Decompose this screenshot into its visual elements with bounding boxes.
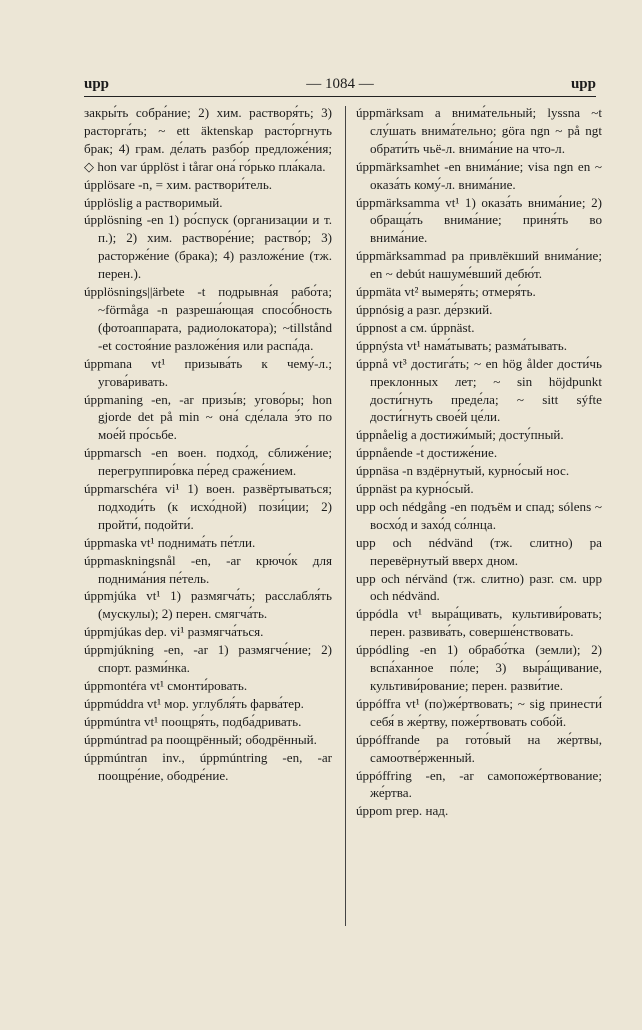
dictionary-entry: úppmarschéra vi¹ 1) воен. развёртываться; подходи́ть (к исхо́дной) пози́ции; 2) пройти́, подойти́. bbox=[84, 481, 332, 532]
dictionary-entry: úppóffring -en, -ar самопоже́ртвование; же́ртва. bbox=[356, 767, 602, 801]
page-header bbox=[84, 76, 596, 97]
header-guide-word-right: upp bbox=[570, 76, 596, 92]
left-column bbox=[84, 104, 332, 784]
dictionary-entry: úppmúntrad pa поощрённый; ободрённый. bbox=[84, 731, 317, 747]
dictionary-entry: úppmjúkas dep. vi¹ размягча́ться. bbox=[84, 624, 264, 640]
dictionary-entry: úppnost a см. úppnäst. bbox=[356, 319, 475, 335]
dictionary-entry: úppmontéra vt¹ смонти́ровать. bbox=[84, 678, 248, 693]
dictionary-entry: úpplösning -en 1) ро́спуск (организации и т. п.); 2) хим. растворе́ние; раство́р; 3) расторже́ние (брака); 4) разложе́ние (тж. перен.). bbox=[84, 212, 332, 282]
dictionary-entry: úppnýsta vt¹ нама́тывать; разма́тывать. bbox=[356, 337, 568, 353]
dictionary-entry: úppmúntra vt¹ поощря́ть, подба́дривать. bbox=[84, 713, 302, 729]
dictionary-entry: úppmärksamma vt¹ 1) оказа́ть внима́ние; 2) обраща́ть внима́ние; приня́ть во внима́ние. bbox=[356, 194, 602, 246]
dictionary-entry: upp och nérvänd (тж. слитно) разг. см. upp och nédvänd. bbox=[356, 570, 602, 604]
dictionary-entry: úppmaskningsnål -en, -ar крючо́к для поднима́ния пе́тель. bbox=[84, 552, 332, 586]
dictionary-entry: úppmärksam a внима́тельный; lyssna ~t слу́шать внима́тельно; göra ngn ~ på ngt обрати́ть чьё-л. внима́ние на что-л. bbox=[356, 105, 602, 156]
dictionary-entry: úppnäst pa курно́сый. bbox=[356, 481, 474, 497]
header-guide-word-left: upp bbox=[84, 76, 110, 92]
dictionary-entry: закры́ть собра́ние; 2) хим. растворя́ть; 3) расторга́ть; ~ ett äktenskap расто́ргнуть брак; 4) грам. де́лать разбо́р предложе́ния; ◇ hon var úpplöst i tårar она́ го́рько пла́кала. bbox=[84, 105, 332, 174]
dictionary-entry: upp och nédvänd (тж. слитно) pa перевёрнутый вверх дном. bbox=[356, 534, 602, 568]
dictionary-entry: úppom prep. над. bbox=[356, 803, 449, 819]
dictionary-entry: úpplöslig a растворимый. bbox=[84, 194, 223, 210]
dictionary-entry: úppóffra vt¹ (по)же́ртвовать; ~ sig принести́ себя́ в же́ртву, поже́ртвовать собо́й. bbox=[356, 695, 602, 729]
dictionary-entry: úppmärksammad pa привлёкший внима́ние; en ~ debút нашуме́вший дебю́т. bbox=[356, 248, 602, 282]
dictionary-entry: úppmjúkning -en, -ar 1) размягче́ние; 2) спорт. разми́нка. bbox=[84, 642, 332, 676]
dictionary-entry: úppmjúka vt¹ 1) размягча́ть; расслабля́ть (мускулы); 2) перен. смягча́ть. bbox=[84, 588, 332, 622]
dictionary-entry: úppnå vt³ достига́ть; ~ en hög ålder дости́чь преклонных лет; ~ sin höjdpunkt дости́гнуть преде́ла; ~ sitt sýfte дости́гнуть свое́й це́ли. bbox=[356, 355, 602, 425]
dictionary-entry: úppmaska vt¹ поднима́ть пе́тли. bbox=[84, 534, 256, 550]
dictionary-entry: upp och nédgång -en подъём и спад; sólens ~ восхо́д и захо́д со́лнца. bbox=[356, 498, 602, 532]
dictionary-entry: úppnäsa -n вздёрнутый, курно́сый нос. bbox=[356, 463, 570, 479]
dictionary-entry: úppnåelig a достижи́мый; досту́пный. bbox=[356, 427, 564, 443]
dictionary-entry: úppmúddra vt¹ мор. углубля́ть фарва́тер. bbox=[84, 695, 304, 711]
right-column bbox=[356, 104, 602, 820]
dictionary-entry: úppmana vt¹ призыва́ть к чему́-л.; угова́ривать. bbox=[84, 355, 332, 389]
dictionary-entry: úppmärksamhet -en внима́ние; visa ngn en ~ оказа́ть кому́-л. внима́ние. bbox=[356, 158, 602, 192]
dictionary-entry: úppódla vt¹ выра́щивать, культиви́ровать; перен. развива́ть, соверше́нствовать. bbox=[356, 606, 602, 640]
dictionary-entry: úppnósig a разг. де́рзкий. bbox=[356, 301, 493, 317]
dictionary-entry: úppmaning -en, -ar призы́в; угово́ры; hon gjorde det på min ~ она́ сде́лала э́то по мое́й про́сьбе. bbox=[84, 391, 332, 443]
dictionary-entry: úppóffrande pa гото́вый на же́ртвы, самоотве́рженный. bbox=[356, 731, 602, 765]
dictionary-entry: úpplösare -n, = хим. раствори́тель. bbox=[84, 176, 273, 192]
dictionary-entry: úppnående -t достиже́ние. bbox=[356, 445, 498, 461]
dictionary-entry: úppmäta vt² вымеря́ть; отмеря́ть. bbox=[356, 284, 536, 300]
dictionary-entry: úppmarsch -en воен. подхо́д, сближе́ние; перегруппиро́вка пе́ред сраже́нием. bbox=[84, 445, 332, 479]
column-divider bbox=[345, 106, 346, 926]
dictionary-entry: úppmúntran inv., úppmúntring -en, -ar поощре́ние, ободре́ние. bbox=[84, 749, 332, 783]
dictionary-entry: úppódling -en 1) обрабо́тка (земли); 2) вспа́ханное по́ле; 3) выра́щивание, культиви́рование; перен. разви́тие. bbox=[356, 642, 602, 693]
page-number: — 1084 — bbox=[306, 76, 374, 92]
dictionary-entry: úpplösnings||ärbete -t подрывна́я рабо́та; ~förmåga -n разреша́ющая спосо́бность (фотоаппарата, радиолокатора); ~tillstånd -et состоя́ние разложе́ния или распа́да. bbox=[84, 284, 332, 353]
